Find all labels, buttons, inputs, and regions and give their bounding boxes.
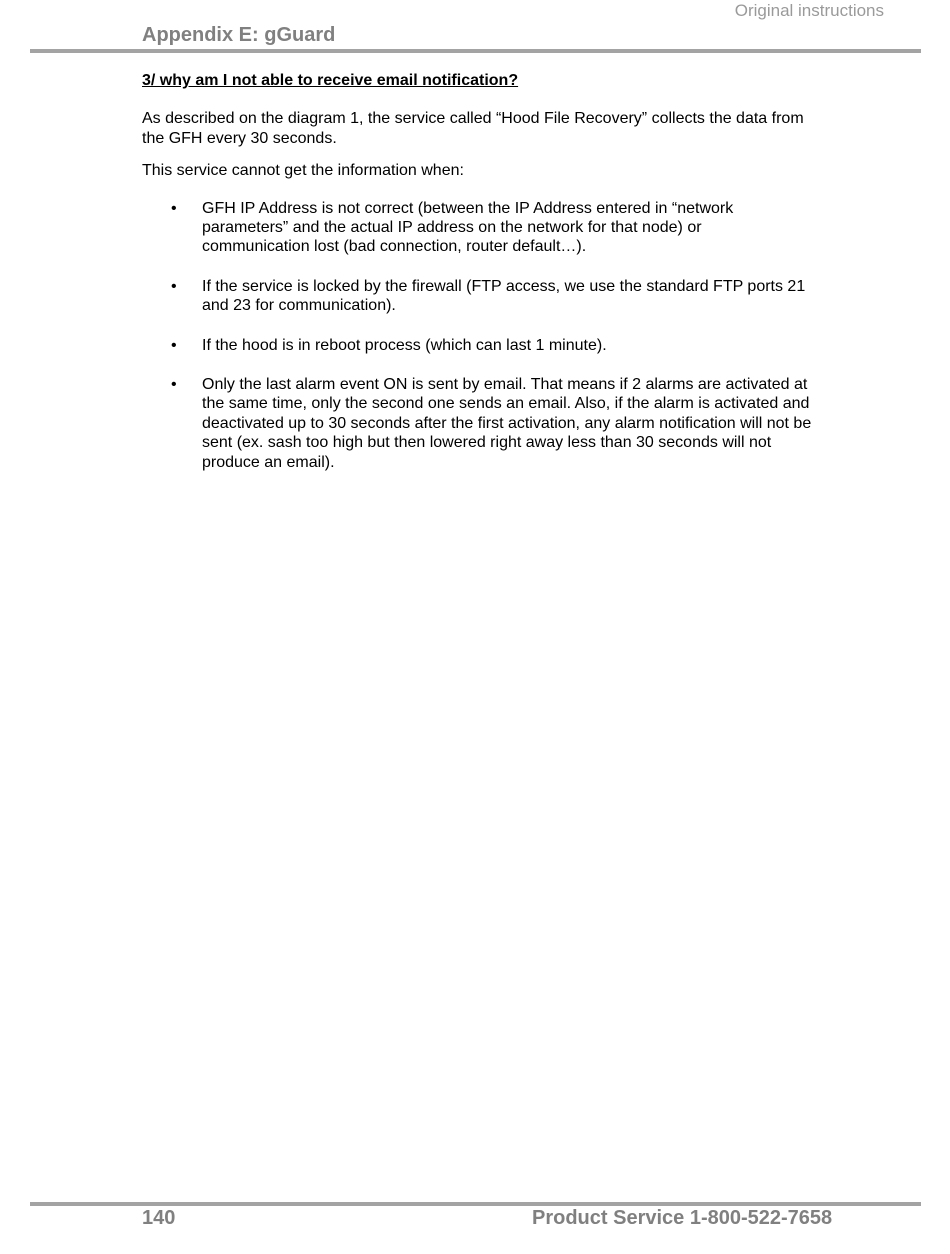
bullet-icon: • xyxy=(171,277,177,295)
bullet-icon: • xyxy=(171,336,177,354)
list-item xyxy=(142,375,812,472)
original-instructions-label: Original instructions xyxy=(734,1,884,20)
page-content xyxy=(142,71,812,492)
list-item xyxy=(142,277,812,316)
product-service-contact: Product Service 1-800-522-7658 xyxy=(532,1207,833,1229)
question-heading: 3/ why am I not able to receive email notification? xyxy=(142,72,519,89)
footer-rule xyxy=(30,1202,921,1206)
list-item-text: GFH IP Address is not correct (between the IP Address entered in “network parameters” and the actual IP address on the network for that node) or communication lost (bad connection, router default…). xyxy=(202,199,734,256)
page-number: 140 xyxy=(142,1207,176,1229)
appendix-title: Appendix E: gGuard xyxy=(142,24,336,46)
header-rule xyxy=(30,49,921,53)
list-item xyxy=(142,336,812,355)
conditions-list xyxy=(142,199,812,472)
intro-paragraph: As described on the diagram 1, the service called “Hood File Recovery” collects the data from the GFH every 30 seconds. xyxy=(142,110,804,147)
list-item xyxy=(142,199,812,257)
bullet-icon: • xyxy=(171,376,177,394)
list-item-text: If the service is locked by the firewall (FTP access, we use the standard FTP ports 21 and 23 for communication). xyxy=(202,277,806,315)
list-item-text: If the hood is in reboot process (which can last 1 minute). xyxy=(202,336,607,354)
bullet-icon: • xyxy=(171,199,177,217)
conditions-intro: This service cannot get the information when: xyxy=(142,162,464,180)
list-item-text: Only the last alarm event ON is sent by email. That means if 2 alarms are activated at the same time, only the second one sends an email. Also, if the alarm is activated and deactivated up to 30 seconds after the first activation, any alarm notification will not be sent (ex. sash too high but then lowered right away less than 30 seconds will not produce an email). xyxy=(202,376,812,471)
